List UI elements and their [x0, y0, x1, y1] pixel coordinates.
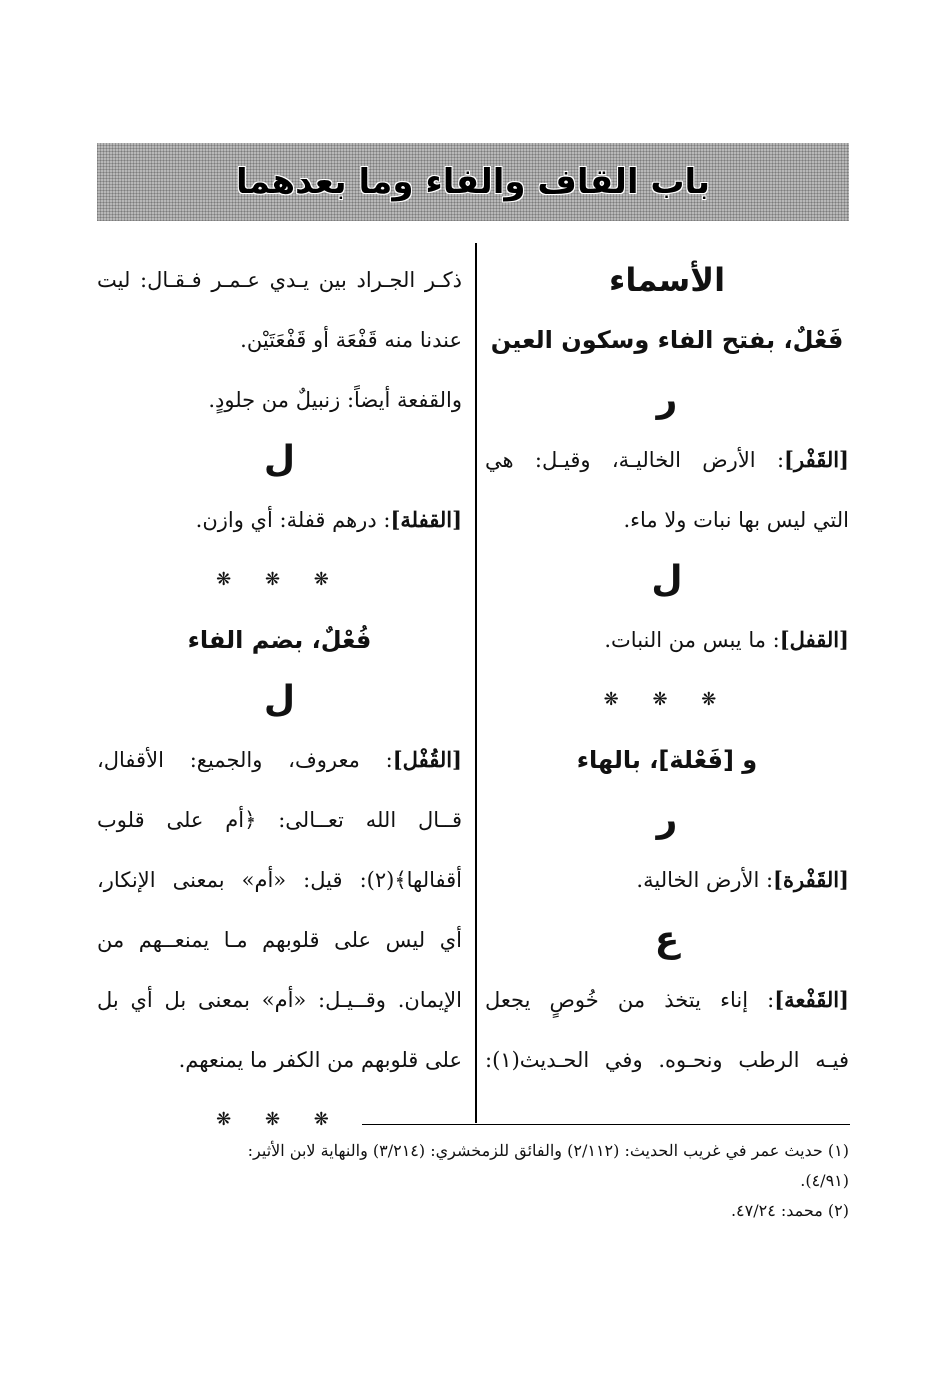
- entry-line: ذكـر الجـراد بين يـدي عـمـر فـقـال: ليت: [97, 268, 462, 292]
- chapter-banner: [97, 143, 849, 221]
- column-divider: [475, 243, 477, 1123]
- entry-line: على قلوبهم من الكفر ما يمنعهم.: [178, 1048, 462, 1072]
- root-letter: ر: [656, 799, 678, 840]
- entry-text: : الأرض الخاليـة، وقيـل: هي: [485, 448, 785, 472]
- footnote-rule: [362, 1124, 850, 1125]
- root-letter: ل: [263, 439, 296, 480]
- entry-text: : إناء يتخذ من خُوصٍ يجعل: [485, 988, 775, 1012]
- entry-line: [485, 610, 849, 670]
- footnote: (٢) محمد: ٤٧/٢٤.: [730, 1201, 849, 1220]
- entry-line: أقفالها﴾(٢): قيل: «أم» بمعنى الإنكار،: [97, 868, 462, 892]
- section-separator: ❋ ❋ ❋: [216, 1109, 343, 1130]
- footnotes: [97, 1136, 849, 1226]
- pattern-heading: فَعْلٌ، بفتح الفاء وسكون العين: [490, 326, 844, 354]
- root-letter: ر: [656, 379, 678, 420]
- footnote: (١) حديث عمر في غريب الحديث: (٢/١١٢) والفائق للزمخشري: (٣/٢١٤) والنهاية لابن الأثير:: [247, 1141, 849, 1160]
- root-letter: ع: [654, 919, 680, 960]
- left-column: [97, 250, 462, 1150]
- chapter-title: باب القاف والفاء وما بعدهما: [235, 162, 711, 202]
- entry-term: [القُفْل]: [392, 747, 462, 772]
- section-separator: ❋ ❋ ❋: [603, 689, 731, 710]
- entry-line: [485, 850, 849, 910]
- entry-text: : الأرض الخالية.: [636, 868, 774, 892]
- entry-term: [القفل]: [779, 627, 849, 652]
- section-separator: ❋ ❋ ❋: [216, 569, 343, 590]
- entry-text: : ما يبس من النبات.: [604, 628, 780, 652]
- entry-text: : درهم قفلة: أي وازن.: [195, 508, 391, 532]
- entry-line: [485, 430, 849, 490]
- entry-line: قــال الله تعــالى: ﴿أم على قلوب: [97, 808, 462, 832]
- right-column: [485, 250, 849, 1090]
- pattern-heading: و [فَعْلة]، بالهاء: [576, 746, 758, 774]
- entry-line: عندنا منه قَفْعَة أو قَفْعَتَيْن.: [240, 328, 462, 352]
- entry-term: [القَفْرة]: [773, 867, 849, 892]
- entry-term: [القَفْر]: [784, 447, 849, 472]
- entry-text: : معروف، والجميع: الأقفال،: [97, 748, 393, 772]
- entry-line: الإيمان. وقــيـل: «أم» بمعنى بل أي بل: [97, 988, 462, 1012]
- entry-line: [97, 730, 462, 790]
- entry-line: التي ليس بها نبات ولا ماء.: [623, 508, 849, 532]
- root-letter: ل: [651, 559, 683, 600]
- entry-line: أي ليس على قلوبهم مـا يمنعــهم من: [97, 928, 462, 952]
- root-letter: ل: [263, 679, 296, 720]
- entry-line: والقفعة أيضاً: زنبيلٌ من جلودٍ.: [208, 388, 462, 412]
- footnote: (٤/٩١).: [800, 1171, 849, 1190]
- pattern-heading: فُعْلٌ، بضم الفاء: [187, 626, 372, 654]
- entry-term: [القَفْعة]: [774, 987, 849, 1012]
- entry-term: [القفلة]: [390, 507, 462, 532]
- entry-line: [485, 970, 849, 1030]
- entry-line: [97, 490, 462, 550]
- section-heading: الأسماء: [608, 261, 726, 299]
- entry-line: فيـه الرطب ونحـوه. وفي الحـديث(١):: [485, 1048, 849, 1072]
